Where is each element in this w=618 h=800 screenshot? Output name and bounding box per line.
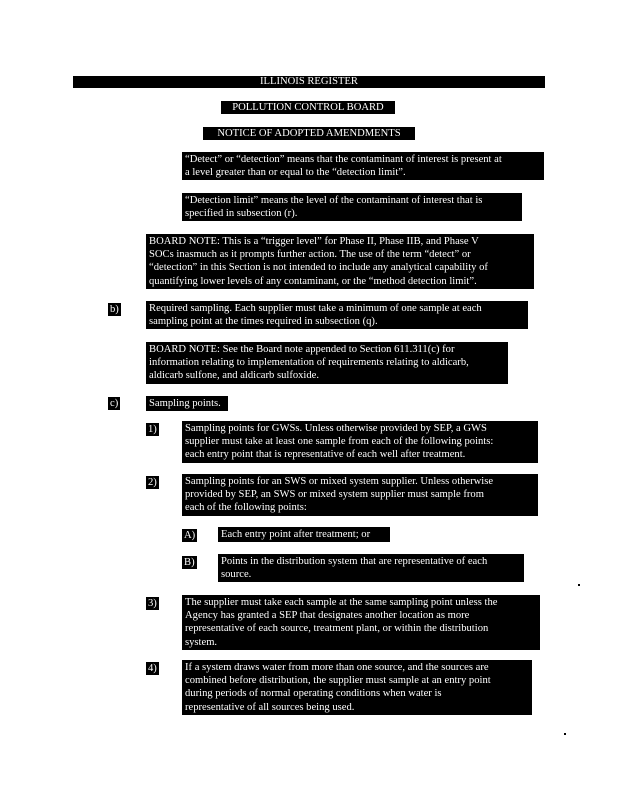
item-c-sampling-points xyxy=(146,396,228,411)
text-line: Sampling points for an SWS or mixed system supplier. Unless otherwise xyxy=(185,476,494,487)
text-line: sampling point at the times required in subsection (q). xyxy=(149,316,378,328)
text-line: each of the following points: xyxy=(185,502,307,514)
text-line: Sampling points. xyxy=(149,398,221,409)
sub-1-gws-sampling-points xyxy=(182,421,538,463)
text-line: combined before distribution, the supplier must sample at an entry point xyxy=(185,675,491,687)
text-line: representative of all sources being used. xyxy=(185,701,355,713)
text-line: BOARD NOTE: This is a “trigger level” for Phase II, Phase IIB, and Phase V xyxy=(149,236,479,247)
text-line: BOARD NOTE: See the Board note appended to Section 611.311(c) for xyxy=(149,344,455,355)
text-line: quantifying lower levels of any contaminant, or the “method detection limit”. xyxy=(149,275,477,287)
sub-b-label: B) xyxy=(184,557,195,568)
board-header: POLLUTION CONTROL BOARD xyxy=(221,101,395,114)
notice-header: NOTICE OF ADOPTED AMENDMENTS xyxy=(203,127,415,140)
sub-a-entry-point xyxy=(218,527,390,542)
text-line: system. xyxy=(185,636,218,648)
text-line: “Detect” or “detection” means that the contaminant of interest is present at xyxy=(185,154,502,165)
board-note-trigger-level xyxy=(146,234,534,289)
text-line: Sampling points for GWSs. Unless otherwise provided by SEP, a GWS xyxy=(185,423,487,434)
text-line: If a system draws water from more than one source, and the sources are xyxy=(185,662,489,673)
text-line: Agency has granted a SEP that designates another location as more xyxy=(185,610,470,622)
text-line: The supplier must take each sample at the same sampling point unless the xyxy=(185,597,498,608)
sub-2-sws-sampling-points xyxy=(182,474,538,516)
definition-detection-limit xyxy=(182,193,522,221)
sub-1-label: 1) xyxy=(148,424,157,435)
item-b-label: b) xyxy=(110,304,119,315)
sub-4-multiple-sources xyxy=(182,660,532,715)
text-line: supplier must take at least one sample from each of the following points: xyxy=(185,436,494,448)
text-line: “detection” in this Section is not intended to include any analytical capability of xyxy=(149,262,488,274)
definition-detect xyxy=(182,152,544,180)
text-line: aldicarb sulfone, and aldicarb sulfoxide. xyxy=(149,370,320,382)
sub-b-distribution-points xyxy=(218,554,524,582)
text-line: source. xyxy=(221,569,252,581)
board-note-aldicarb xyxy=(146,342,508,384)
text-line: Points in the distribution system that are representative of each xyxy=(221,556,488,567)
scan-speck xyxy=(578,584,580,586)
sub-a-label: A) xyxy=(184,530,196,541)
sub-4-label: 4) xyxy=(148,663,157,674)
text-line: during periods of normal operating conditions when water is xyxy=(185,688,442,700)
register-header: ILLINOIS REGISTER xyxy=(73,76,545,88)
scan-speck xyxy=(564,733,566,735)
item-c-label: c) xyxy=(110,398,119,409)
sub-3-label: 3) xyxy=(148,598,157,609)
item-b-required-sampling xyxy=(146,301,528,329)
text-line: Required sampling. Each supplier must take a minimum of one sample at each xyxy=(149,303,482,314)
sub-3-same-sampling-point xyxy=(182,595,540,650)
text-line: “Detection limit” means the level of the contaminant of interest that is xyxy=(185,195,483,206)
text-line: each entry point that is representative of each well after treatment. xyxy=(185,449,466,461)
text-line: a level greater than or equal to the “detection limit”. xyxy=(185,167,406,179)
text-line: provided by SEP, an SWS or mixed system supplier must sample from xyxy=(185,489,484,501)
text-line: SOCs inasmuch as it prompts further action. The use of the term “detect” or xyxy=(149,249,471,261)
text-line: Each entry point after treatment; or xyxy=(221,529,371,540)
text-line: information relating to implementation of requirements relating to aldicarb, xyxy=(149,357,469,369)
text-line: specified in subsection (r). xyxy=(185,208,298,220)
text-line: representative of each source, treatment plant, or within the distribution xyxy=(185,623,489,635)
sub-2-label: 2) xyxy=(148,477,157,488)
